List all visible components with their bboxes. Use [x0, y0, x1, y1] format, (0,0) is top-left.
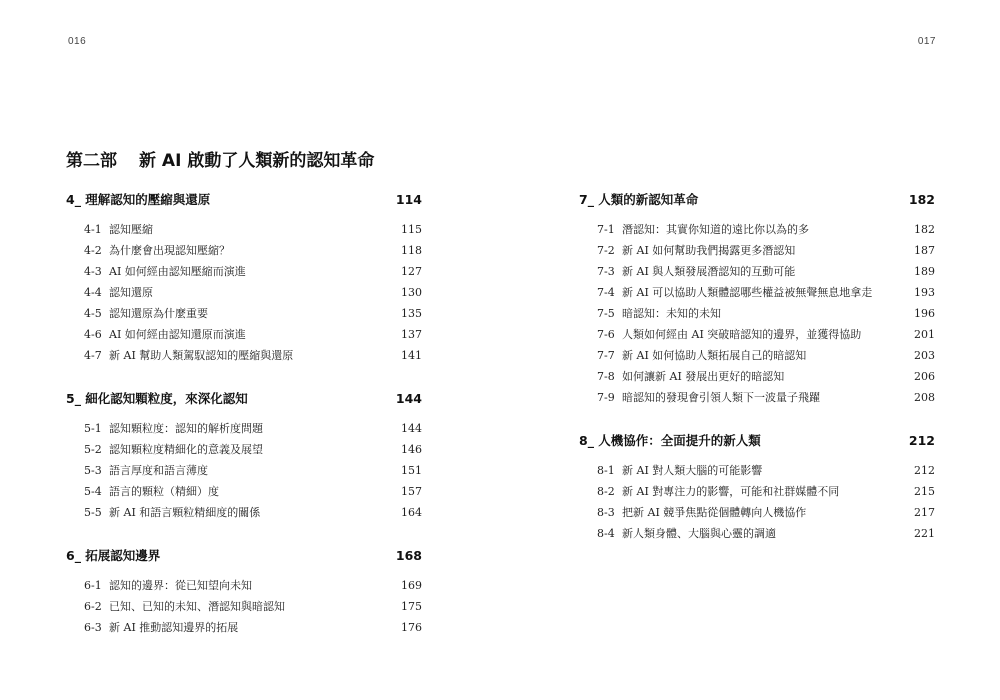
section-title: 把新 AI 競爭焦點從個體轉向人機協作 — [622, 506, 807, 519]
entry-label — [84, 240, 230, 261]
section-list — [579, 460, 935, 544]
section-page: 206 — [914, 370, 935, 383]
section-page: 217 — [914, 506, 935, 519]
section-number: 8-4 — [597, 527, 615, 540]
toc-entry[interactable] — [66, 596, 422, 617]
section-number: 7-6 — [597, 328, 615, 341]
chapter-gap — [66, 366, 422, 388]
toc-entry[interactable] — [579, 481, 935, 502]
chapter-block — [66, 388, 422, 523]
entry-label — [597, 460, 762, 481]
section-page: 130 — [401, 286, 422, 299]
page-number-right: 017 — [917, 36, 936, 47]
section-title: 認知顆粒度精細化的意義及展望 — [109, 443, 263, 456]
toc-entry[interactable] — [579, 523, 935, 544]
chapter-title: 4_ 理解認知的壓縮與還原 — [66, 192, 211, 207]
section-page: 135 — [401, 307, 422, 320]
section-number: 5-4 — [84, 485, 102, 498]
chapter-page: 144 — [395, 391, 422, 406]
section-page: 208 — [914, 391, 935, 404]
chapter-title: 8_ 人機協作：全面提升的新人類 — [579, 433, 761, 448]
toc-entry[interactable] — [66, 324, 422, 345]
section-title: 語言厚度和語言薄度 — [109, 464, 208, 477]
section-title: 新 AI 對人類大腦的可能影響 — [622, 464, 763, 477]
section-title: 新 AI 如何協助人類拓展自己的暗認知 — [622, 349, 807, 362]
section-title: 認知還原 — [109, 286, 153, 299]
section-page: 115 — [401, 223, 422, 236]
toc-entry[interactable] — [66, 240, 422, 261]
section-number: 8-2 — [597, 485, 615, 498]
chapter-title: 7_ 人類的新認知革命 — [579, 192, 699, 207]
toc-entry[interactable] — [66, 502, 422, 523]
entry-label — [84, 617, 238, 638]
section-title: 新 AI 對專注力的影響，可能和社群媒體不同 — [622, 485, 840, 498]
toc-entry[interactable] — [579, 240, 935, 261]
entry-label — [84, 219, 153, 240]
section-page: 193 — [914, 286, 935, 299]
entry-label — [597, 282, 872, 303]
part-heading — [66, 146, 374, 171]
section-page: 187 — [914, 244, 935, 257]
chapter-page: 212 — [908, 433, 935, 448]
section-number: 5-3 — [84, 464, 102, 477]
toc-entry[interactable] — [66, 575, 422, 596]
section-page: 189 — [914, 265, 935, 278]
entry-label — [84, 439, 263, 460]
toc-entry[interactable] — [66, 460, 422, 481]
section-title: 人類如何經由 AI 突破暗認知的邊界，並獲得協助 — [622, 328, 862, 341]
toc-right-column — [579, 189, 935, 544]
chapter-block — [579, 430, 935, 544]
entry-label — [84, 481, 219, 502]
section-page: 146 — [401, 443, 422, 456]
toc-entry[interactable] — [66, 481, 422, 502]
chapter-page: 168 — [395, 548, 422, 563]
section-title: AI 如何經由認知還原而演進 — [109, 328, 246, 341]
section-page: 175 — [401, 600, 422, 613]
entry-label — [597, 387, 820, 408]
entry-label — [84, 261, 246, 282]
section-page: 151 — [401, 464, 422, 477]
section-title: 新人類身體、大腦與心靈的調適 — [622, 527, 776, 540]
entry-label — [84, 460, 208, 481]
toc-entry[interactable] — [579, 387, 935, 408]
toc-entry[interactable] — [66, 439, 422, 460]
section-number: 4-2 — [84, 244, 102, 257]
section-list — [66, 219, 422, 366]
toc-entry[interactable] — [66, 345, 422, 366]
toc-entry[interactable] — [579, 261, 935, 282]
section-page: 164 — [401, 506, 422, 519]
section-number: 7-2 — [597, 244, 615, 257]
entry-label — [597, 366, 784, 387]
section-title: 新 AI 推動認知邊界的拓展 — [109, 621, 239, 634]
section-number: 4-6 — [84, 328, 102, 341]
section-title: 認知的邊界：從已知望向未知 — [109, 579, 252, 592]
entry-label — [84, 345, 293, 366]
section-number: 6-1 — [84, 579, 102, 592]
section-title: 新 AI 和語言顆粒精細度的關係 — [109, 506, 261, 519]
section-number: 7-1 — [597, 223, 615, 236]
section-number: 6-2 — [84, 600, 102, 613]
section-number: 7-8 — [597, 370, 615, 383]
section-page: 118 — [401, 244, 422, 257]
chapter-heading[interactable] — [66, 388, 422, 410]
section-page: 169 — [401, 579, 422, 592]
section-number: 8-1 — [597, 464, 615, 477]
entry-label — [84, 575, 252, 596]
section-title: 已知、已知的未知、潛認知與暗認知 — [109, 600, 285, 613]
chapter-page: 182 — [908, 192, 935, 207]
entry-label — [597, 240, 795, 261]
chapter-title: 6_ 拓展認知邊界 — [66, 548, 161, 563]
toc-entry[interactable] — [66, 261, 422, 282]
chapter-heading[interactable] — [579, 189, 935, 211]
entry-label — [84, 282, 153, 303]
chapter-block — [66, 545, 422, 638]
chapter-gap — [66, 523, 422, 545]
section-number: 8-3 — [597, 506, 615, 519]
toc-entry[interactable] — [66, 282, 422, 303]
chapter-heading[interactable] — [579, 430, 935, 452]
chapter-page: 114 — [395, 192, 422, 207]
section-number: 7-3 — [597, 265, 615, 278]
toc-left-column — [66, 189, 422, 638]
section-page: 157 — [401, 485, 422, 498]
toc-entry[interactable] — [66, 617, 422, 638]
section-list — [579, 219, 935, 408]
section-title: 為什麼會出現認知壓縮？ — [109, 244, 230, 257]
toc-entry[interactable] — [66, 219, 422, 240]
toc-entry[interactable] — [579, 219, 935, 240]
section-title: 新 AI 與人類發展潛認知的互動可能 — [622, 265, 796, 278]
section-page: 215 — [914, 485, 935, 498]
section-page: 141 — [401, 349, 422, 362]
chapter-gap — [579, 408, 935, 430]
entry-label — [597, 502, 806, 523]
section-title: 暗認知：未知的未知 — [622, 307, 721, 320]
entry-label — [84, 303, 208, 324]
section-number: 5-1 — [84, 422, 102, 435]
section-title: 語言的顆粒（精細）度 — [109, 485, 219, 498]
section-number: 4-3 — [84, 265, 102, 278]
section-page: 201 — [914, 328, 935, 341]
part-title: 新 AI 啟動了人類新的認知革命 — [139, 151, 375, 171]
entry-label — [84, 418, 263, 439]
section-page: 176 — [401, 621, 422, 634]
section-number: 7-9 — [597, 391, 615, 404]
toc-entry[interactable] — [579, 324, 935, 345]
section-title: 新 AI 如何幫助我們揭露更多潛認知 — [622, 244, 796, 257]
section-title: 潛認知：其實你知道的遠比你以為的多 — [622, 223, 809, 236]
toc-entry[interactable] — [579, 303, 935, 324]
toc-entry[interactable] — [66, 418, 422, 439]
entry-label — [597, 261, 795, 282]
section-number: 6-3 — [84, 621, 102, 634]
section-number: 4-7 — [84, 349, 102, 362]
toc-entry[interactable] — [579, 345, 935, 366]
section-number: 4-5 — [84, 307, 102, 320]
entry-label — [84, 324, 246, 345]
chapter-title: 5_ 細化認知顆粒度，來深化認知 — [66, 391, 248, 406]
entry-label — [597, 303, 721, 324]
section-title: 認知顆粒度：認知的解析度問題 — [109, 422, 263, 435]
section-title: 認知壓縮 — [109, 223, 153, 236]
section-page: 182 — [914, 223, 935, 236]
entry-label — [597, 324, 861, 345]
section-title: 認知還原為什麼重要 — [109, 307, 208, 320]
toc-entry[interactable] — [579, 366, 935, 387]
section-page: 203 — [914, 349, 935, 362]
section-number: 7-5 — [597, 307, 615, 320]
chapter-block — [579, 189, 935, 408]
entry-label — [597, 219, 809, 240]
chapter-block — [66, 189, 422, 366]
section-page: 144 — [401, 422, 422, 435]
section-page: 212 — [914, 464, 935, 477]
entry-label — [597, 481, 839, 502]
section-page: 127 — [401, 265, 422, 278]
section-page: 196 — [914, 307, 935, 320]
toc-entry[interactable] — [66, 303, 422, 324]
page-number-left: 016 — [68, 36, 87, 47]
section-title: 新 AI 幫助人類駕馭認知的壓縮與還原 — [109, 349, 294, 362]
section-number: 4-4 — [84, 286, 102, 299]
entry-label — [84, 596, 285, 617]
section-list — [66, 418, 422, 523]
entry-label — [84, 502, 260, 523]
section-page: 221 — [914, 527, 935, 540]
section-page: 137 — [401, 328, 422, 341]
chapter-heading[interactable] — [66, 545, 422, 567]
chapter-heading[interactable] — [66, 189, 422, 211]
section-number: 4-1 — [84, 223, 102, 236]
section-number: 7-7 — [597, 349, 615, 362]
toc-entry[interactable] — [579, 502, 935, 523]
toc-entry[interactable] — [579, 460, 935, 481]
section-title: 如何讓新 AI 發展出更好的暗認知 — [622, 370, 785, 383]
section-title: 新 AI 可以協助人類體認哪些權益被無聲無息地拿走 — [622, 286, 873, 299]
section-title: AI 如何經由認知壓縮而演進 — [109, 265, 246, 278]
section-number: 7-4 — [597, 286, 615, 299]
entry-label — [597, 523, 776, 544]
section-number: 5-2 — [84, 443, 102, 456]
section-title: 暗認知的發現會引領人類下一波量子飛躍 — [622, 391, 820, 404]
toc-entry[interactable] — [579, 282, 935, 303]
part-number: 第二部 — [66, 151, 117, 171]
section-number: 5-5 — [84, 506, 102, 519]
entry-label — [597, 345, 806, 366]
section-list — [66, 575, 422, 638]
